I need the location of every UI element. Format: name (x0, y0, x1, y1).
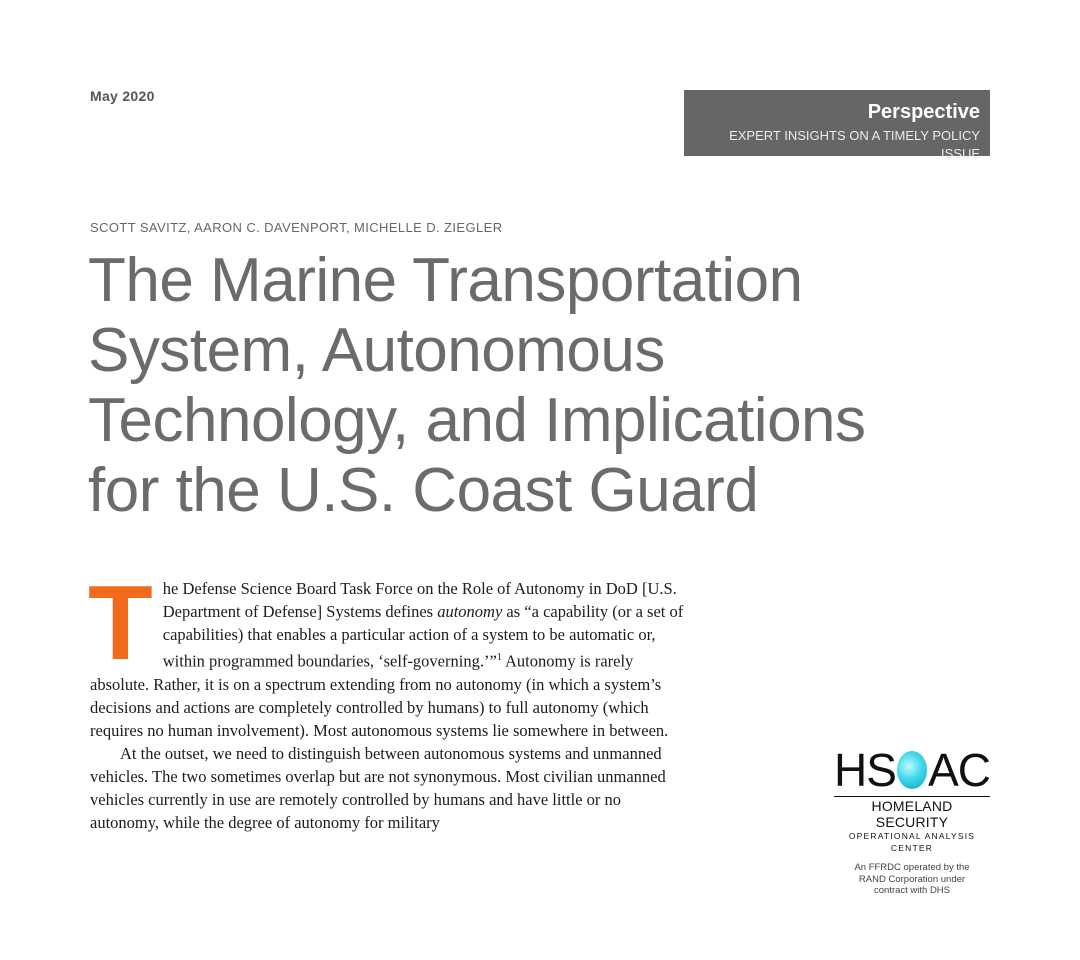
logo-letters-right: AC (928, 744, 990, 796)
paragraph-1-text-c: Autonomy is rarely absolute. Rather, it is on a spectrum extending from no autonomy (in which a system’s decisions and actions are completely controlled by humans) to full autonomy (which requires no human involvement). Most autonomous systems lie somewhere in between. (90, 651, 669, 740)
hsoac-wordmark (834, 746, 990, 794)
authors-line: SCOTT SAVITZ, AARON C. DAVENPORT, MICHELLE D. ZIEGLER (90, 220, 503, 235)
drop-cap: T (88, 564, 153, 682)
autonomy-term: autonomy (437, 602, 503, 621)
publication-date: May 2020 (90, 88, 155, 104)
paragraph-2: At the outset, we need to distinguish between autonomous systems and unmanned vehicles. The two sometimes overlap but are not synonymous. Most civilian unmanned vehicles currently in use are remotely controlled by humans and have little or no autonomy, while the degree of autonomy for military (90, 743, 666, 832)
logo-homeland-security: HOMELAND SECURITY (834, 796, 990, 830)
title-line: System, Autonomous (88, 316, 665, 385)
paragraph-1-text-a: he Defense Science Board Task Force on the Role of Autonomy in DoD [U.S. Department of Defense] Systems defines (162, 579, 677, 621)
paragraph-1-text-b: as “a capability (or a set of capabilities) that enables a particular action of a system to be automatic or, within programmed boundaries, ‘self-governing.’” (162, 602, 684, 671)
badge-title: Perspective (867, 101, 980, 123)
logo-analysis-center: OPERATIONAL ANALYSIS CENTER (848, 831, 976, 853)
title-line: The Marine Transportation (88, 246, 803, 315)
logo-letters-left: HS (834, 744, 896, 796)
paragraph-1 (88, 564, 684, 742)
body-text (88, 564, 684, 834)
ffrdc-caption: An FFRDC operated by the RAND Corporation under contract with DHS (854, 862, 970, 896)
hsoac-logo (834, 746, 990, 897)
title-line: Technology, and Implications (88, 386, 866, 455)
badge-subtitle: EXPERT INSIGHTS ON A TIMELY POLICY ISSUE (729, 128, 980, 161)
footnote-marker[interactable]: 1 (496, 652, 502, 663)
title-line: for the U.S. Coast Guard (88, 456, 759, 525)
globe-icon (897, 751, 927, 789)
document-title (88, 246, 988, 526)
perspective-badge (684, 90, 990, 161)
